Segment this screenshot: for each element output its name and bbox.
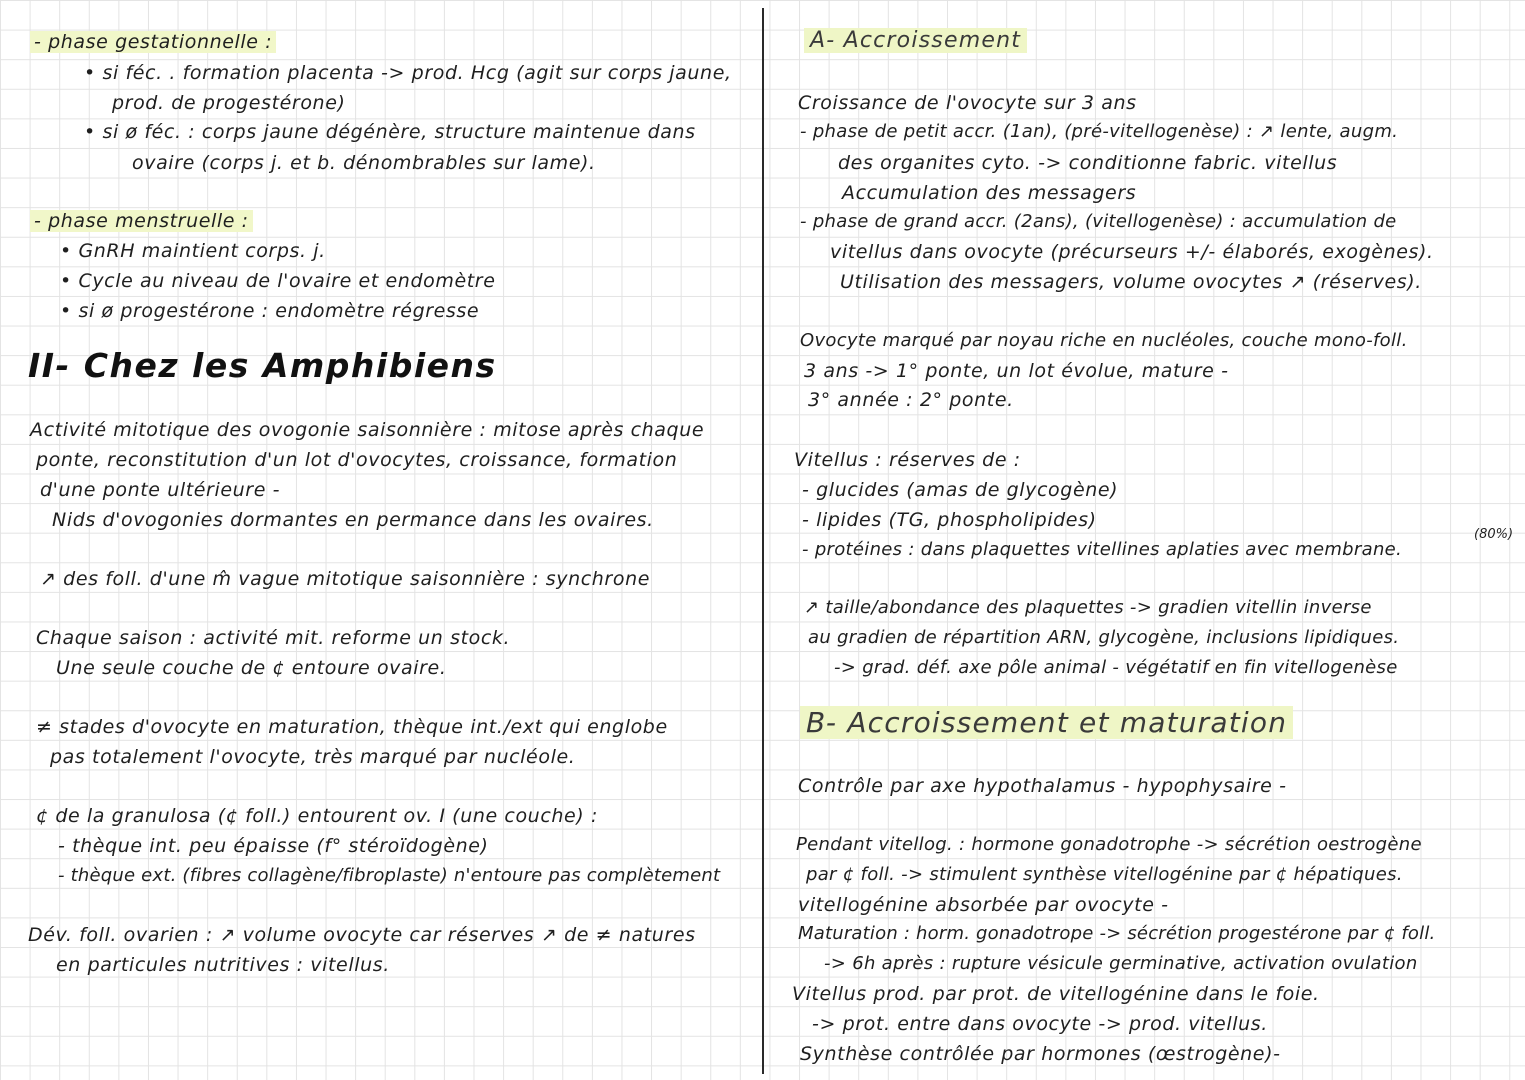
note-line: ↗ des foll. d'une m̂ vague mitotique saisonnière : synchrone <box>40 568 651 590</box>
note-line: prod. de progestérone) <box>112 92 346 114</box>
note-line: Chaque saison : activité mit. reforme un stock. <box>36 627 511 649</box>
note-line: - protéines : dans plaquettes vitellines aplaties avec membrane. <box>802 539 1403 560</box>
note-line: -> 6h après : rupture vésicule germinative, activation ovulation <box>824 953 1418 974</box>
note-line: - phase de grand accr. (2ans), (vitellogenèse) : accumulation de <box>800 211 1397 232</box>
note-line: - lipides (TG, phospholipides) <box>802 509 1097 531</box>
note-line: - thèque int. peu épaisse (f° stéroïdogène) <box>58 835 489 857</box>
note-line: Contrôle par axe hypothalamus - hypophysaire - <box>798 775 1287 797</box>
note-line: Vitellus prod. par prot. de vitellogénine dans le foie. <box>792 983 1320 1005</box>
note-line: - thèque ext. (fibres collagène/fibroplaste) n'entoure pas complètement <box>58 865 721 886</box>
note-line: Nids d'ovogonies dormantes en permance dans les ovaires. <box>52 509 654 531</box>
note-line: Vitellus : réserves de : <box>794 449 1021 471</box>
note-line: -> grad. déf. axe pôle animal - végétatif en fin vitellogenèse <box>834 657 1398 678</box>
note-line: Pendant vitellog. : hormone gonadotrophe -> sécrétion oestrogène <box>796 834 1422 855</box>
phase-menstruelle-heading: - phase menstruelle : <box>30 209 253 233</box>
note-line: en particules nutritives : vitellus. <box>56 954 390 976</box>
note-line: ↗ taille/abondance des plaquettes -> gradien vitellin inverse <box>804 597 1372 618</box>
note-line: Utilisation des messagers, volume ovocytes ↗ (réserves). <box>840 271 1422 293</box>
note-line: • si ø féc. : corps jaune dégénère, structure maintenue dans <box>84 121 696 143</box>
note-line: d'une ponte ultérieure - <box>40 479 281 501</box>
note-line: vitellogénine absorbée par ovocyte - <box>798 894 1169 916</box>
note-line: des organites cyto. -> conditionne fabric. vitellus <box>838 152 1338 174</box>
percent-annotation: (80%) <box>1474 527 1514 542</box>
note-line: • Cycle au niveau de l'ovaire et endomètre <box>60 270 496 292</box>
note-line: Une seule couche de ¢ entoure ovaire. <box>56 657 447 679</box>
note-line: • si ø progestérone : endomètre régresse <box>60 300 480 322</box>
note-line: 3 ans -> 1° ponte, un lot évolue, mature - <box>804 360 1229 382</box>
note-line: ponte, reconstitution d'un lot d'ovocytes, croissance, formation <box>36 449 678 471</box>
section-b-heading: B- Accroissement et maturation <box>800 706 1293 739</box>
column-divider <box>762 8 764 1074</box>
note-line: Activité mitotique des ovogonie saisonnière : mitose après chaque <box>30 419 705 441</box>
note-line: • si féc. . formation placenta -> prod. Hcg (agit sur corps jaune, <box>84 62 732 84</box>
note-line: • GnRH maintient corps. j. <box>60 240 326 262</box>
note-line: Maturation : horm. gonadotrope -> sécrétion progestérone par ¢ foll. <box>798 923 1436 944</box>
section-a-heading: A- Accroissement <box>804 28 1027 53</box>
note-line: ¢ de la granulosa (¢ foll.) entourent ov. I (une couche) : <box>36 805 598 827</box>
note-line: ovaire (corps j. et b. dénombrables sur lame). <box>132 152 596 174</box>
note-line: ≠ stades d'ovocyte en maturation, thèque int./ext qui englobe <box>36 716 668 738</box>
note-line: Dév. foll. ovarien : ↗ volume ovocyte car réserves ↗ de ≠ natures <box>28 924 696 946</box>
note-line: au gradien de répartition ARN, glycogène, inclusions lipidiques. <box>808 627 1400 648</box>
note-line: -> prot. entre dans ovocyte -> prod. vitellus. <box>812 1013 1268 1035</box>
note-line: pas totalement l'ovocyte, très marqué par nucléole. <box>50 746 576 768</box>
note-line: Croissance de l'ovocyte sur 3 ans <box>798 92 1137 114</box>
note-line: - glucides (amas de glycogène) <box>802 479 1119 501</box>
note-line: 3° année : 2° ponte. <box>808 389 1014 411</box>
note-line: - phase de petit accr. (1an), (pré-vitellogenèse) : ↗ lente, augm. <box>800 121 1399 142</box>
note-line: par ¢ foll. -> stimulent synthèse vitellogénine par ¢ hépatiques. <box>806 864 1403 885</box>
phase-gestationnelle-heading: - phase gestationnelle : <box>30 30 276 54</box>
note-line: Ovocyte marqué par noyau riche en nucléoles, couche mono-foll. <box>800 330 1408 351</box>
section-title-amphibiens: II- Chez les Amphibiens <box>28 346 497 385</box>
note-line: vitellus dans ovocyte (précurseurs +/- élaborés, exogènes). <box>830 241 1434 263</box>
note-line: Synthèse contrôlée par hormones (œstrogène)- <box>800 1043 1281 1065</box>
note-line: Accumulation des messagers <box>842 182 1137 204</box>
